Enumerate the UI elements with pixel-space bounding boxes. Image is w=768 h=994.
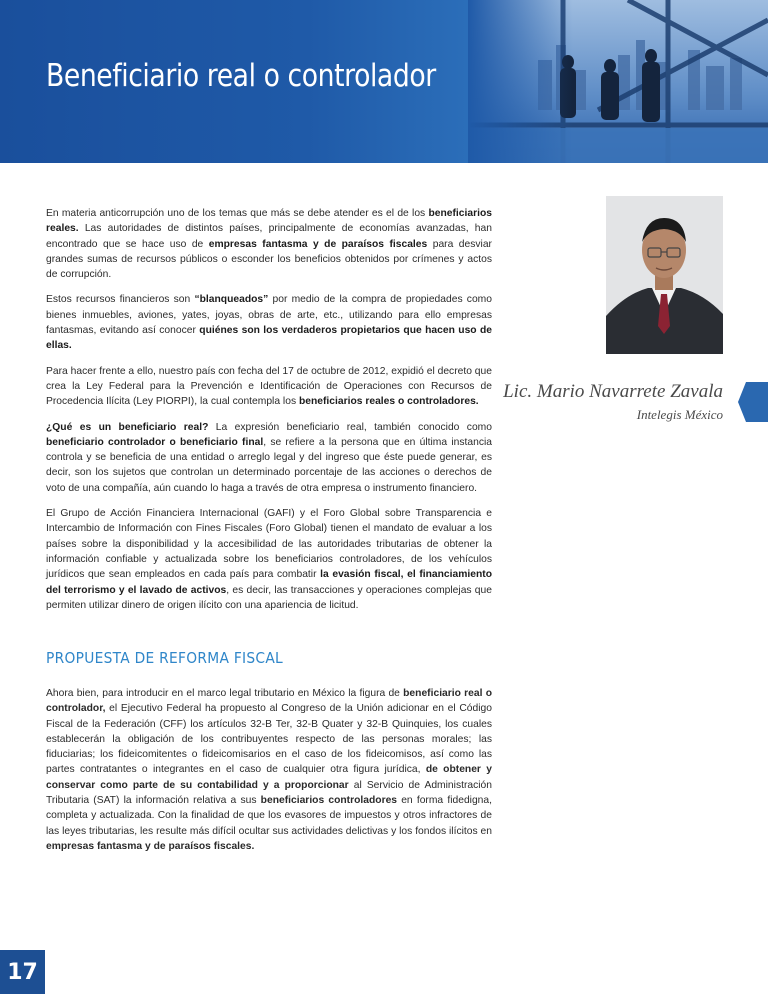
- text-run: , es decir, las transacciones y operaciones complejas que permiten utilizar dinero de origen ilícito con una apariencia de licitud.: [46, 584, 492, 611]
- paragraph: [46, 206, 492, 282]
- section-heading: PROPUESTA DE REFORMA FISCAL: [46, 649, 284, 667]
- bold-text: quiénes son los verdaderos propietarios que hacen uso de ellas.: [46, 325, 493, 352]
- text-run: por medio de la compra de propiedades como bienes inmuebles, aviones, yates, joyas, obras de arte, etc., utilizando para ello empresas fantasmas, evitando así conocer: [46, 294, 492, 337]
- paragraph: [46, 420, 492, 496]
- page-header-banner: [0, 0, 768, 163]
- text-run: El Grupo de Acción Financiera Internacional (GAFI) y el Foro Global sobre Transparencia e Intercambio de Información con Fines Fiscales (Foro Global) tienen el mandato de evaluar a los países sobre la disponibilidad y la accesibilidad de las autoridades tributarias de obtener la información confiable y actualizada sobre los beneficiarios controladores, de los vehículos jurídicos que sean empleados en cada país para combatir: [46, 508, 492, 581]
- bold-text: de obtener y conservar como parte de su contabilidad y a proporcionar: [46, 764, 492, 791]
- paragraph: [46, 686, 492, 854]
- text-run: Las autoridades de distintos países, principalmente de economías avanzadas, han encontrado que se hace uso de: [46, 223, 492, 250]
- text-run: , se refiere a la persona que en última instancia controla y se beneficia de una entidad o arreglo legal y del ingreso que éste puede generar, es decir, son los sujetos que controlan un determinado porcentaje de las acciones o derechos de voto de una compañía, aún cuando lo haga a través de otra empresa o instrumento financiero.: [46, 436, 492, 494]
- bold-text: la evasión fiscal, el financiamiento del terrorismo y el lavado de activos: [46, 569, 492, 596]
- text-run: La expresión beneficiario real, también conocido como: [208, 421, 492, 433]
- text-run: en forma fidedigna, completa y actualizada. Con la finalidad de que los evasores de impuestos y otros infractores de las leyes tributarias, les resulte más difícil ocultar sus actividades delictivas y los fondos ilícitos en: [46, 795, 492, 837]
- bold-text: beneficiario controlador o beneficiario final: [46, 436, 264, 448]
- text-run: el Ejecutivo Federal ha propuesto al Congreso de la Unión adicionar en el Código Fiscal de la Federación (CFF) los artículos 32-B Ter, 32-B Quater y 32-B Quinquies, los cuales establecerán la obligación de los contribuyentes respecto de las personas morales; las fiduciarias; los fideicomitentes o fideicomisarios en el caso de los fideicomisos, así como las partes contratantes o integrantes en el caso de cualquier otra figura jurídica,: [46, 703, 492, 776]
- bold-text: beneficiarios reales o controladores.: [298, 396, 479, 408]
- article-body: [46, 206, 492, 623]
- text-run: Ahora bien, para introducir en el marco legal tributario en México la figura de: [46, 688, 404, 699]
- bold-text: beneficiarios controladores: [260, 795, 398, 807]
- side-tab-marker: [738, 382, 768, 422]
- text-run: al Servicio de Administración Tributaria (SAT) la información relativa a sus: [46, 779, 492, 807]
- bold-text: beneficiario real o controlador,: [46, 688, 492, 715]
- page-title: Beneficiario real o controlador: [46, 58, 436, 94]
- author-portrait-image: [606, 196, 723, 354]
- bold-text: “blanqueados”: [194, 294, 269, 306]
- author-name: Lic. Mario Navarrete Zavala: [503, 381, 723, 402]
- text-run: Estos recursos financieros son: [46, 294, 195, 306]
- article-body-continued: [46, 686, 492, 854]
- bold-text: ¿Qué es un beneficiario real?: [46, 421, 209, 433]
- paragraph: [46, 506, 492, 613]
- bold-text: beneficiarios reales.: [46, 208, 492, 235]
- header-city-skyline-photo: [468, 0, 768, 163]
- paragraph: [46, 364, 492, 410]
- bold-text: empresas fantasma y de paraísos fiscales: [208, 238, 428, 250]
- text-run: En materia anticorrupción uno de los temas que más se debe atender es el de los: [46, 208, 429, 219]
- page-number: 17: [0, 950, 45, 994]
- text-run: Para hacer frente a ello, nuestro país con fecha del 17 de octubre de 2012, expidió el decreto que crea la Ley Federal para la Prevención e Identificación de Operaciones con Recursos de Procedencia Ilícita (Ley PIORPI), la cual contempla los: [46, 365, 492, 408]
- author-organization: Intelegis México: [636, 407, 723, 422]
- bold-text: empresas fantasma y de paraísos fiscales.: [46, 840, 255, 852]
- text-run: para desviar grandes sumas de recursos públicos o esconder los beneficios obtenidos por crímenes y actos de corrupción.: [46, 238, 492, 281]
- paragraph: [46, 292, 492, 353]
- author-portrait: [606, 196, 723, 354]
